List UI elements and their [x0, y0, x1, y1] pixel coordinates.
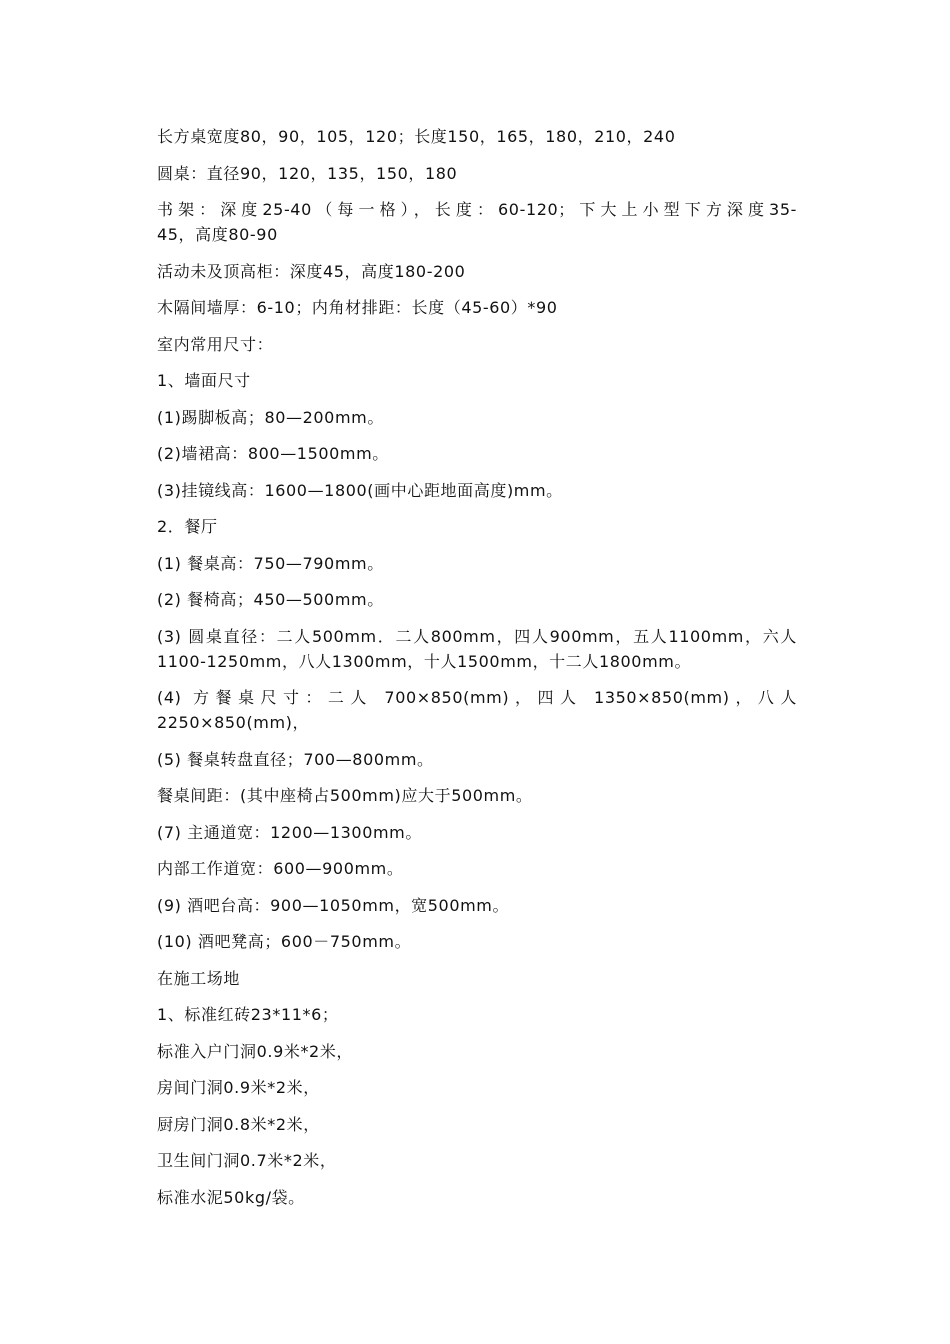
- list-item-bar-stool: (10) 酒吧凳高；600－750mm。: [157, 932, 412, 951]
- paragraph-bookshelf-line-1: 书架：深度25-40（每一格），长度：60-120；下大上小型下方深度35-: [157, 200, 797, 219]
- square-table-line-2: 2250×850(mm)，: [157, 713, 310, 732]
- list-item-red-brick: 1、标准红砖23*11*6；: [157, 1005, 339, 1024]
- list-item-square-table-size: [157, 685, 797, 735]
- paragraph-tall-cabinet: 活动未及顶高柜：深度45，高度180-200: [157, 261, 466, 281]
- paragraph-work-aisle: 内部工作道宽：600—900mm。: [157, 859, 404, 878]
- paragraph-room-door: 房间门洞0.9米*2米，: [157, 1078, 320, 1097]
- section-heading-indoor-dimensions: 室内常用尺寸：: [157, 334, 274, 354]
- paragraph-round-table: 圆桌：直径90，120，135，150，180: [157, 163, 458, 183]
- paragraph-cement: 标准水泥50kg/袋。: [157, 1187, 305, 1207]
- round-table-line-2: 1100-1250mm，八人1300mm，十人1500mm，十二人1800mm。: [157, 651, 692, 671]
- paragraph-bookshelf-line-2: 45，高度80-90: [157, 225, 278, 244]
- list-item-dining-table-height: (1) 餐桌高：750—790mm。: [157, 553, 384, 573]
- list-item-skirting: (1)踢脚板高；80—200mm。: [157, 407, 384, 427]
- document-body: [157, 124, 797, 1221]
- square-table-line-1: (4) 方餐桌尺寸：二人 700×850(mm)，四人 1350×850(mm)，八人: [157, 688, 797, 707]
- list-item-turntable: (5) 餐桌转盘直径；700—800mm。: [157, 749, 434, 769]
- list-item-wainscot: (2)墙裙高：800—1500mm。: [157, 444, 389, 463]
- round-table-line-1: (3) 圆桌直径：二人500mm．二人800mm，四人900mm，五人1100mm，六人: [157, 626, 797, 646]
- section-heading-dining: 2．餐厅: [157, 517, 218, 536]
- list-item-round-table-diameter: [157, 624, 797, 674]
- paragraph-bathroom-door: 卫生间门洞0.7米*2米，: [157, 1151, 337, 1170]
- paragraph-table-spacing: 餐桌间距：(其中座椅占500mm)应大于500mm。: [157, 786, 533, 805]
- paragraph-entry-door: 标准入户门洞0.9米*2米，: [157, 1041, 354, 1061]
- paragraph-kitchen-door: 厨房门洞0.8米*2米，: [157, 1114, 320, 1134]
- section-heading-wall: 1、墙面尺寸: [157, 371, 251, 390]
- section-heading-construction-site: 在施工场地: [157, 968, 241, 988]
- list-item-picture-rail: (3)挂镜线高：1600—1800(画中心距地面高度)mm。: [157, 480, 563, 500]
- paragraph-partition-wall: 木隔间墙厚：6-10；内角材排距：长度（45-60）*90: [157, 298, 558, 317]
- list-item-bar-counter: (9) 酒吧台高：900—1050mm，宽500mm。: [157, 895, 510, 915]
- list-item-dining-chair-height: (2) 餐椅高；450—500mm。: [157, 590, 384, 609]
- list-item-main-aisle: (7) 主通道宽：1200—1300mm。: [157, 822, 422, 842]
- paragraph-bookshelf: [157, 197, 797, 247]
- paragraph-rect-table: 长方桌宽度80，90，105，120；长度150，165，180，210，240: [157, 127, 676, 146]
